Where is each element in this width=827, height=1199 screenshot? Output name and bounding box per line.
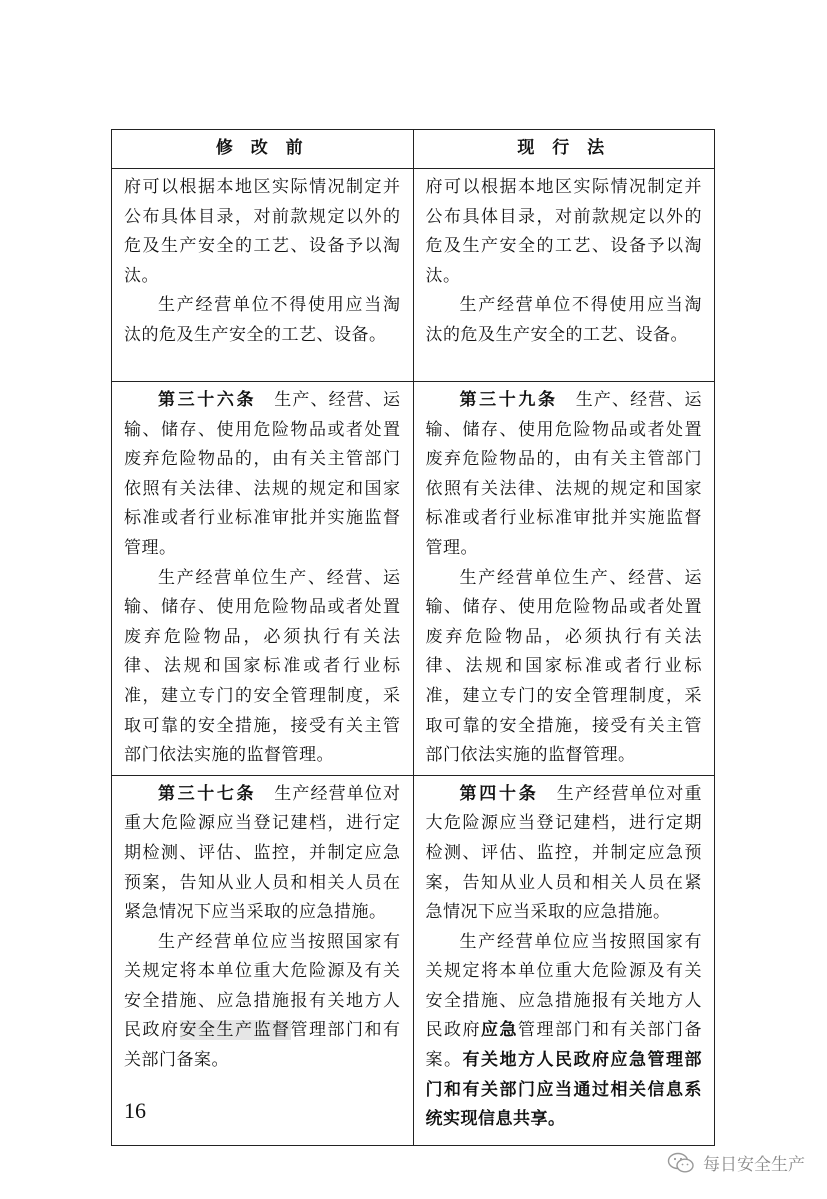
table-row: [112, 169, 715, 382]
cell-before: [112, 382, 414, 776]
paragraph: [124, 928, 401, 1076]
paragraph: [124, 780, 401, 928]
paragraph-text: 管理部门和有关部门备案。: [425, 1020, 702, 1071]
article-number: 第三十七条: [158, 783, 257, 804]
paragraph: [124, 386, 401, 564]
highlighted-text: 安全生产监督: [179, 1020, 291, 1041]
watermark-label: 每日安全生产: [703, 1155, 805, 1175]
bold-text: 应急: [481, 1020, 518, 1041]
paragraph-text: 生产经营单位对重大危险源应当登记建档，进行定期检测、评估、监控，并制定应急预案，告知从业人员和相关人员在紧急情况下应当采取的应急措施。: [124, 783, 401, 923]
watermark: [667, 1150, 805, 1175]
paragraph-text: 管理部门和有关部门备案。: [124, 1020, 401, 1071]
paragraph: 生产经营单位不得使用应当淘汰的危及生产安全的工艺、设备。: [124, 295, 401, 345]
paragraph: 生产经营单位生产、经营、运输、储存、使用危险物品或者处置废弃危险物品，必须执行有关法律、法规和国家标准或者行业标准，建立专门的安全管理制度，采取可靠的安全措施，接受有关主管部门依法实施的监督管理。: [425, 567, 702, 766]
paragraph-text: 生产经营单位对重大危险源应当登记建档，进行定期检测、评估、监控，并制定应急预案，告知从业人员和相关人员在紧急情况下应当采取的应急措施。: [425, 783, 702, 923]
article-number: 第三十六条: [158, 390, 257, 410]
paragraph-text: 生产、经营、运输、储存、使用危险物品或者处置废弃危险物品的，由有关主管部门依照有关法律、法规的规定和国家标准或者行业标准审批并实施监督管理。: [124, 390, 401, 558]
cell-before: [112, 169, 414, 382]
cell-before: [112, 775, 414, 1145]
paragraph-text: 生产经营单位应当按照国家有关规定将本单位重大危险源及有关安全措施、应急措施报有关地方人民政府: [124, 931, 401, 1041]
cell-current: [413, 382, 715, 776]
paragraph: 生产经营单位不得使用应当淘汰的危及生产安全的工艺、设备。: [425, 295, 702, 345]
paragraph-text: 生产、经营、运输、储存、使用危险物品或者处置废弃危险物品的，由有关主管部门依照有关法律、法规的规定和国家标准或者行业标准审批并实施监督管理。: [425, 390, 702, 558]
header-current: 现 行 法: [413, 130, 715, 169]
paragraph: 府可以根据本地区实际情况制定并公布具体目录，对前款规定以外的危及生产安全的工艺、设备予以淘汰。: [425, 177, 702, 286]
paragraph-text: 生产经营单位应当按照国家有关规定将本单位重大危险源及有关安全措施、应急措施报有关地方人民政府: [425, 931, 702, 1041]
comparison-table: [111, 129, 715, 1146]
table-row: [112, 382, 715, 776]
header-row: [112, 130, 715, 169]
wechat-icon: [667, 1152, 695, 1174]
cell-current: [413, 775, 715, 1145]
paragraph: 府可以根据本地区实际情况制定并公布具体目录，对前款规定以外的危及生产安全的工艺、设备予以淘汰。: [124, 177, 401, 286]
page-number: 16: [124, 1098, 146, 1123]
header-before: 修 改 前: [112, 130, 414, 169]
article-number: 第四十条: [459, 783, 539, 804]
paragraph: [426, 780, 703, 928]
cell-current: [413, 169, 715, 382]
paragraph: [426, 386, 703, 564]
paragraph: [426, 928, 703, 1135]
bold-text: 有关地方人民政府应急管理部门和有关部门应当通过相关信息系统实现信息共享。: [425, 1050, 702, 1130]
article-number: 第三十九条: [459, 390, 558, 410]
table-row: [112, 775, 715, 1145]
paragraph: 生产经营单位生产、经营、运输、储存、使用危险物品或者处置废弃危险物品，必须执行有关法律、法规和国家标准或者行业标准，建立专门的安全管理制度，采取可靠的安全措施，接受有关主管部门依法实施的监督管理。: [124, 567, 401, 766]
